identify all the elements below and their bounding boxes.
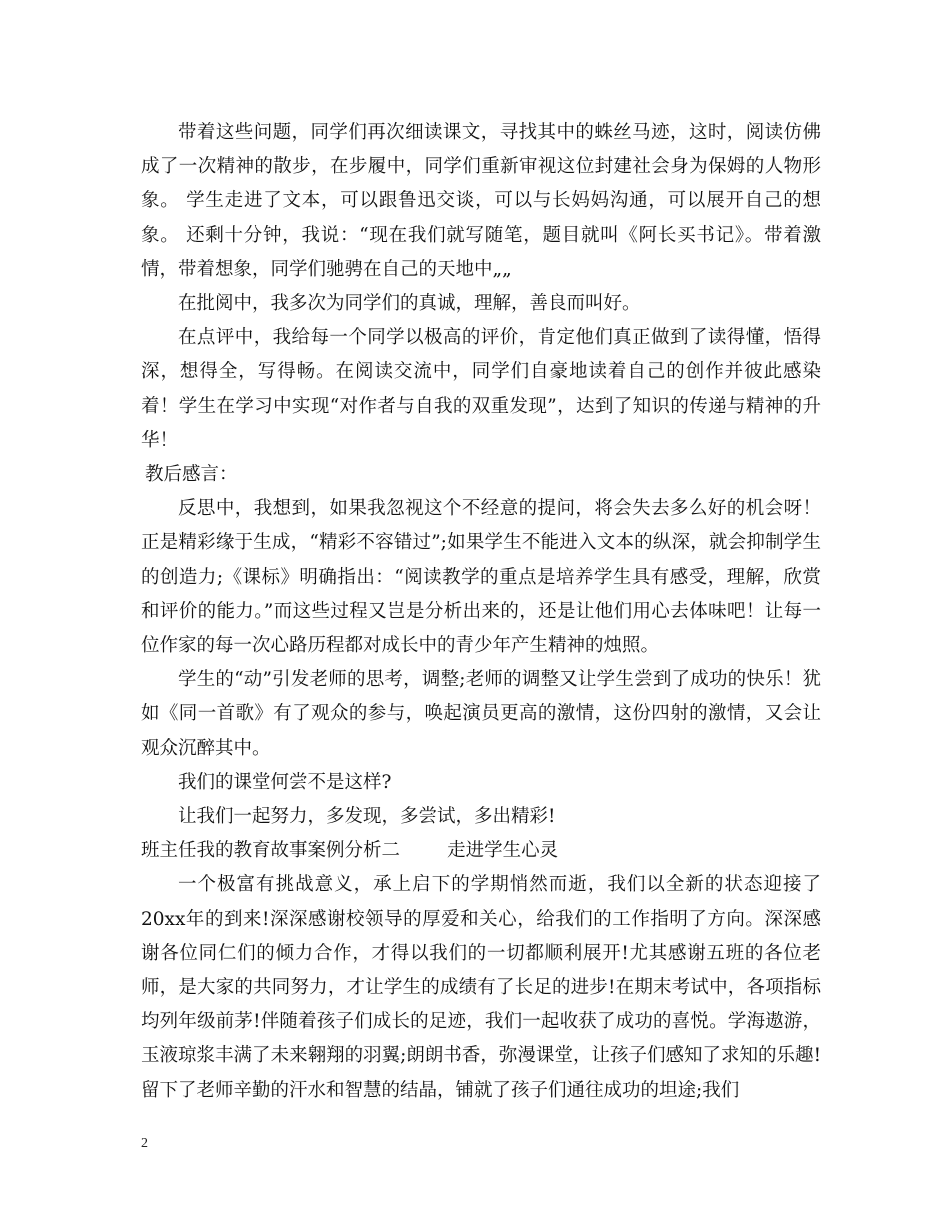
paragraph: 一个极富有挑战意义，承上启下的学期悄然而逝，我们以全新的状态迎接了20xx年的到来!深深感谢校领导的厚爱和关心，给我们的工作指明了方向。深深感谢各位同仁们的倾力合作，才得以我们的一切都顺利展开!尤其感谢五班的各位老师，是大家的共同努力，才让学生的成绩有了长足的进步!在期末考试中，各项指标均列年级前茅!伴随着孩子们成长的足迹，我们一起收获了成功的喜悦。学海遨游，玉液琼浆丰满了未来翱翔的羽翼;朗朗书香，弥漫课堂，让孩子们感知了求知的乐趣!留下了老师辛勤的汗水和智慧的结晶，铺就了孩子们通往成功的坦途;我们 [141, 874, 821, 1101]
page-number: 2 [141, 1136, 148, 1151]
paragraph: 带着这些问题，同学们再次细读课文，寻找其中的蛛丝马迹，这时，阅读仿佛成了一次精神的散步，在步履中，同学们重新审视这位封建社会身为保姆的人物形象。 学生走进了文本，可以跟鲁迅交谈，可以与长妈妈沟通，可以展开自己的想象。 还剩十分钟，我说：“现在我们就写随笔，题目就叫《阿长买书记》。带着激情，带着想象，同学们驰骋在自己的天地中„„ [141, 122, 821, 280]
paragraph: 学生的“动”引发老师的思考，调整;老师的调整又让学生尝到了成功的快乐！犹如《同一首歌》有了观众的参与，唤起演员更高的激情，这份四射的激情，又会让观众沉醉其中。 [141, 669, 821, 759]
section-title: 班主任我的教育故事案例分析二 [141, 840, 401, 862]
heading-gap [400, 840, 447, 861]
paragraph: 反思中，我想到，如果我忽视这个不经意的提问，将会失去多么好的机会呀！正是精彩缘于生成，“精彩不容错过”;如果学生不能进入文本的纵深，就会抑制学生的创造力;《课标》明确指出：“阅读教学的重点是培养学生具有感受，理解，欣赏和评价的能力。”而这些过程又岂是分析出来的，还是让他们用心去体味吧！让每一位作家的每一次心路历程都对成长中的青少年产生精神的烛照。 [141, 498, 821, 657]
paragraph: 在批阅中，我多次为同学们的真诚，理解，善良而叫好。 [178, 293, 641, 315]
document-body [141, 116, 821, 1108]
paragraph: 在点评中，我给每一个同学以极高的评价，肯定他们真正做到了读得懂，悟得深，想得全，写得畅。在阅读交流中，同学们自豪地读着自己的创作并彼此感染着！学生在学习中实现“对作者与自我的双重发现”，达到了知识的传递与精神的升华！ [141, 327, 821, 451]
paragraph: 让我们一起努力，多发现，多尝试，多出精彩! [178, 806, 556, 828]
paragraph-heading: 教后感言： [145, 464, 238, 486]
section-heading [141, 834, 821, 868]
paragraph: 我们的课堂何尝不是这样? [178, 771, 392, 793]
section-subtitle: 走进学生心灵 [447, 840, 559, 862]
